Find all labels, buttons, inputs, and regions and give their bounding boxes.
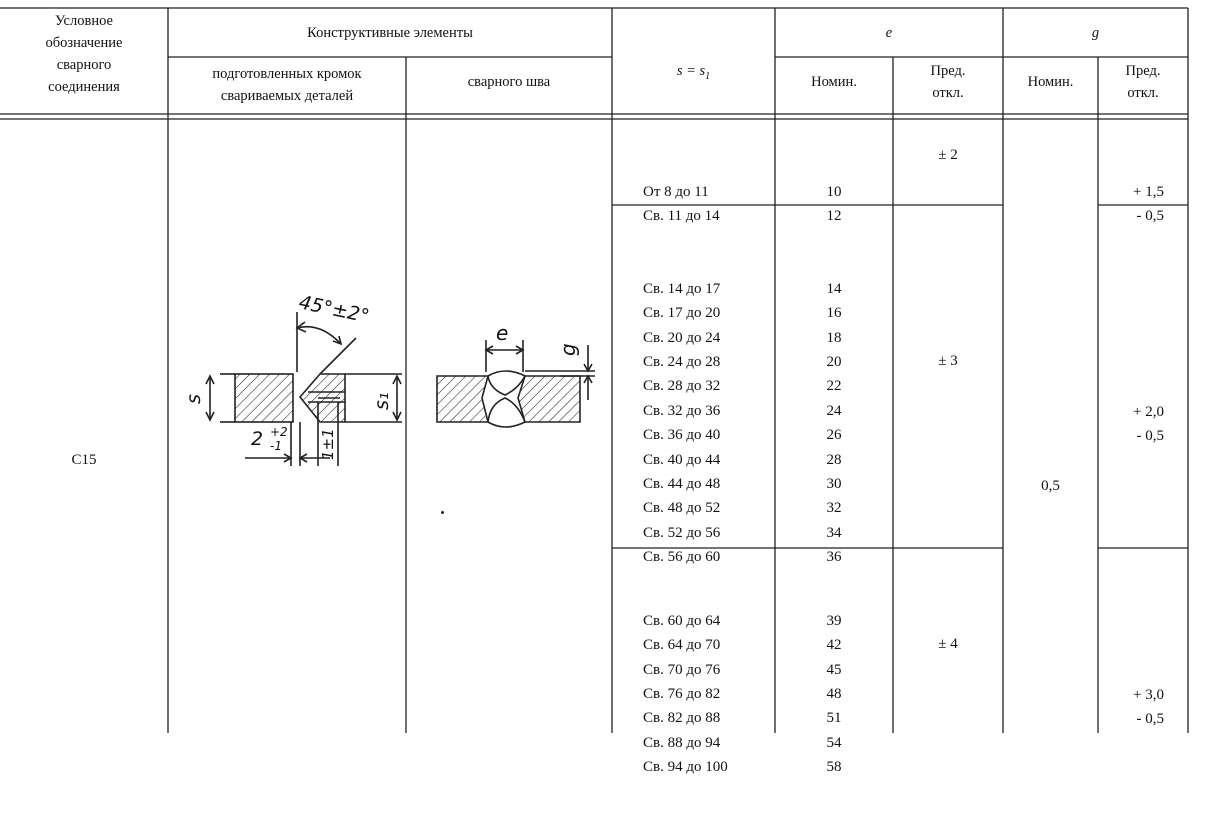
left-plate-shape <box>235 374 293 422</box>
group1-ranges: От 8 до 11 Св. 11 до 14 <box>643 183 720 225</box>
group2-e-nominal: 14 16 18 20 22 24 26 28 30 32 34 36 <box>826 280 842 566</box>
weld-e-label: e <box>496 321 509 345</box>
group2-g-deviation: + 2,0 - 0,5 <box>1133 403 1164 445</box>
header-e: e <box>885 25 893 41</box>
group1-e-deviation: ± 2 <box>938 147 958 163</box>
root-label: 1±1 <box>319 428 337 460</box>
gap-minus-label: -1 <box>270 439 282 453</box>
angle-label: 45°±2° <box>296 291 372 328</box>
edge-preparation-drawing <box>170 280 404 475</box>
gap-label: 2 <box>251 428 264 450</box>
group3-e-nominal: 39 42 45 48 51 54 58 <box>826 612 842 776</box>
header-e-nominal: Номин. <box>811 74 857 90</box>
weld-g-label: g <box>556 343 580 356</box>
header-g-deviation: Пред. откл. <box>1125 63 1161 101</box>
header-g-nominal: Номин. <box>1027 74 1074 90</box>
header-prepared-edges: подготовленных кромок свариваемых деталей <box>212 66 362 104</box>
stray-dot <box>441 511 444 514</box>
group3-ranges: Св. 60 до 64 Св. 64 до 70 Св. 70 до 76 Св. 76 до 82 Св. 82 до 88 Св. 88 до 94 Св. 94 до 100 <box>643 612 728 776</box>
group3-g-deviation: + 3,0 - 0,5 <box>1133 686 1164 728</box>
weld-seam-drawing <box>430 320 600 440</box>
header-thickness: $s = s_1$ <box>676 63 711 82</box>
row-g-nominal: 0,5 <box>1041 478 1060 494</box>
header-structural-elements: Конструктивные элементы <box>307 25 473 41</box>
group1-g-deviation: + 1,5 - 0,5 <box>1133 183 1164 225</box>
group2-ranges: Св. 14 до 17 Св. 17 до 20 Св. 20 до 24 Св. 24 до 28 Св. 28 до 32 Св. 32 до 36 Св. 36 до 40 Св. 40 до 44 Св. 44 до 48 Св. 48 до 52 Св. 52 до 56 Св. 56 до 60 <box>643 280 721 566</box>
header-weld-seam: сварного шва <box>467 74 551 90</box>
header-designation: Условное обозначение сварного соединения <box>45 13 123 95</box>
row-designation: С15 <box>71 452 97 468</box>
group1-e-nominal: 10 12 <box>826 183 842 225</box>
s1-label: s₁ <box>371 392 393 410</box>
header-e-deviation: Пред. откл. <box>930 63 966 101</box>
s-label: s <box>183 394 205 404</box>
group3-e-deviation: ± 4 <box>938 636 958 652</box>
group2-e-deviation: ± 3 <box>938 353 958 369</box>
gap-plus-label: +2 <box>270 425 288 439</box>
header-g: g <box>1091 25 1100 41</box>
